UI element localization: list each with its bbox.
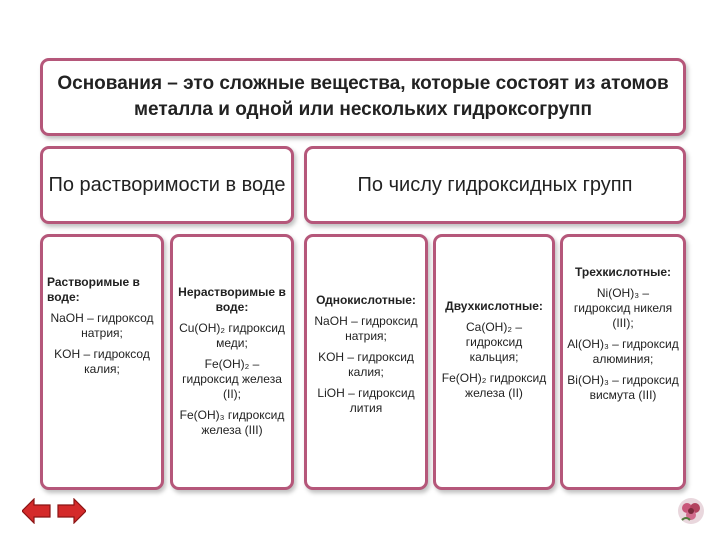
leaf-soluble [40, 234, 164, 490]
leaf-triacid-item: Bi(OH)₃ – гидроксид висмута (III) [567, 373, 679, 402]
leaf-monoacid-item: NaOH – гидроксид натрия; [314, 314, 418, 343]
leaf-monoacid-item: LiOH – гидроксид лития [317, 386, 415, 415]
leaf-insoluble-item: Fe(OH)₂ – гидроксид железа (II); [182, 357, 282, 401]
leaf-triacid-heading: Трехкислотные: [575, 265, 671, 279]
leaf-insoluble-heading: Нерастворимые в воде: [178, 285, 286, 314]
category-solubility-box [40, 146, 294, 224]
flower-icon [676, 496, 706, 526]
category-hydroxide-groups-label: По числу гидроксидных групп [357, 174, 633, 196]
leaf-soluble-heading: Растворимые в воде: [47, 275, 140, 304]
leaf-soluble-item: NaOH – гидроксод натрия; [50, 311, 154, 340]
leaf-insoluble [170, 234, 294, 490]
leaf-triacid [560, 234, 686, 490]
category-solubility-label: По растворимости в воде [48, 174, 286, 196]
arrow-right-icon[interactable] [56, 498, 86, 524]
leaf-diacid-heading: Двухкислотные: [445, 299, 543, 313]
leaf-diacid [433, 234, 555, 490]
leaf-insoluble-item: Cu(OH)₂ гидроксид меди; [179, 321, 285, 350]
leaf-monoacid-heading: Однокислотные: [316, 293, 416, 307]
leaf-soluble-item: KOH – гидроксод калия; [54, 347, 150, 376]
category-hydroxide-groups-box [304, 146, 686, 224]
definition-text: Основания – это сложные вещества, которые состоят из атомов металла и одной или нескольких гидроксогрупп [57, 73, 669, 120]
leaf-monoacid-item: KOH – гидроксид калия; [318, 350, 414, 379]
leaf-triacid-item: Al(OH)₃ – гидроксид алюминия; [567, 337, 679, 366]
leaf-monoacid [304, 234, 428, 490]
definition-box [40, 58, 686, 136]
leaf-triacid-item: Ni(OH)₃ – гидроксид никеля (III); [573, 286, 673, 330]
arrow-left-icon[interactable] [22, 498, 52, 524]
leaf-insoluble-item: Fe(OH)₃ гидроксид железа (III) [179, 408, 285, 437]
leaf-diacid-item: Fe(OH)₂ гидроксид железа (II) [441, 371, 547, 400]
leaf-diacid-item: Ca(OH)₂ – гидроксид кальция; [465, 320, 523, 364]
